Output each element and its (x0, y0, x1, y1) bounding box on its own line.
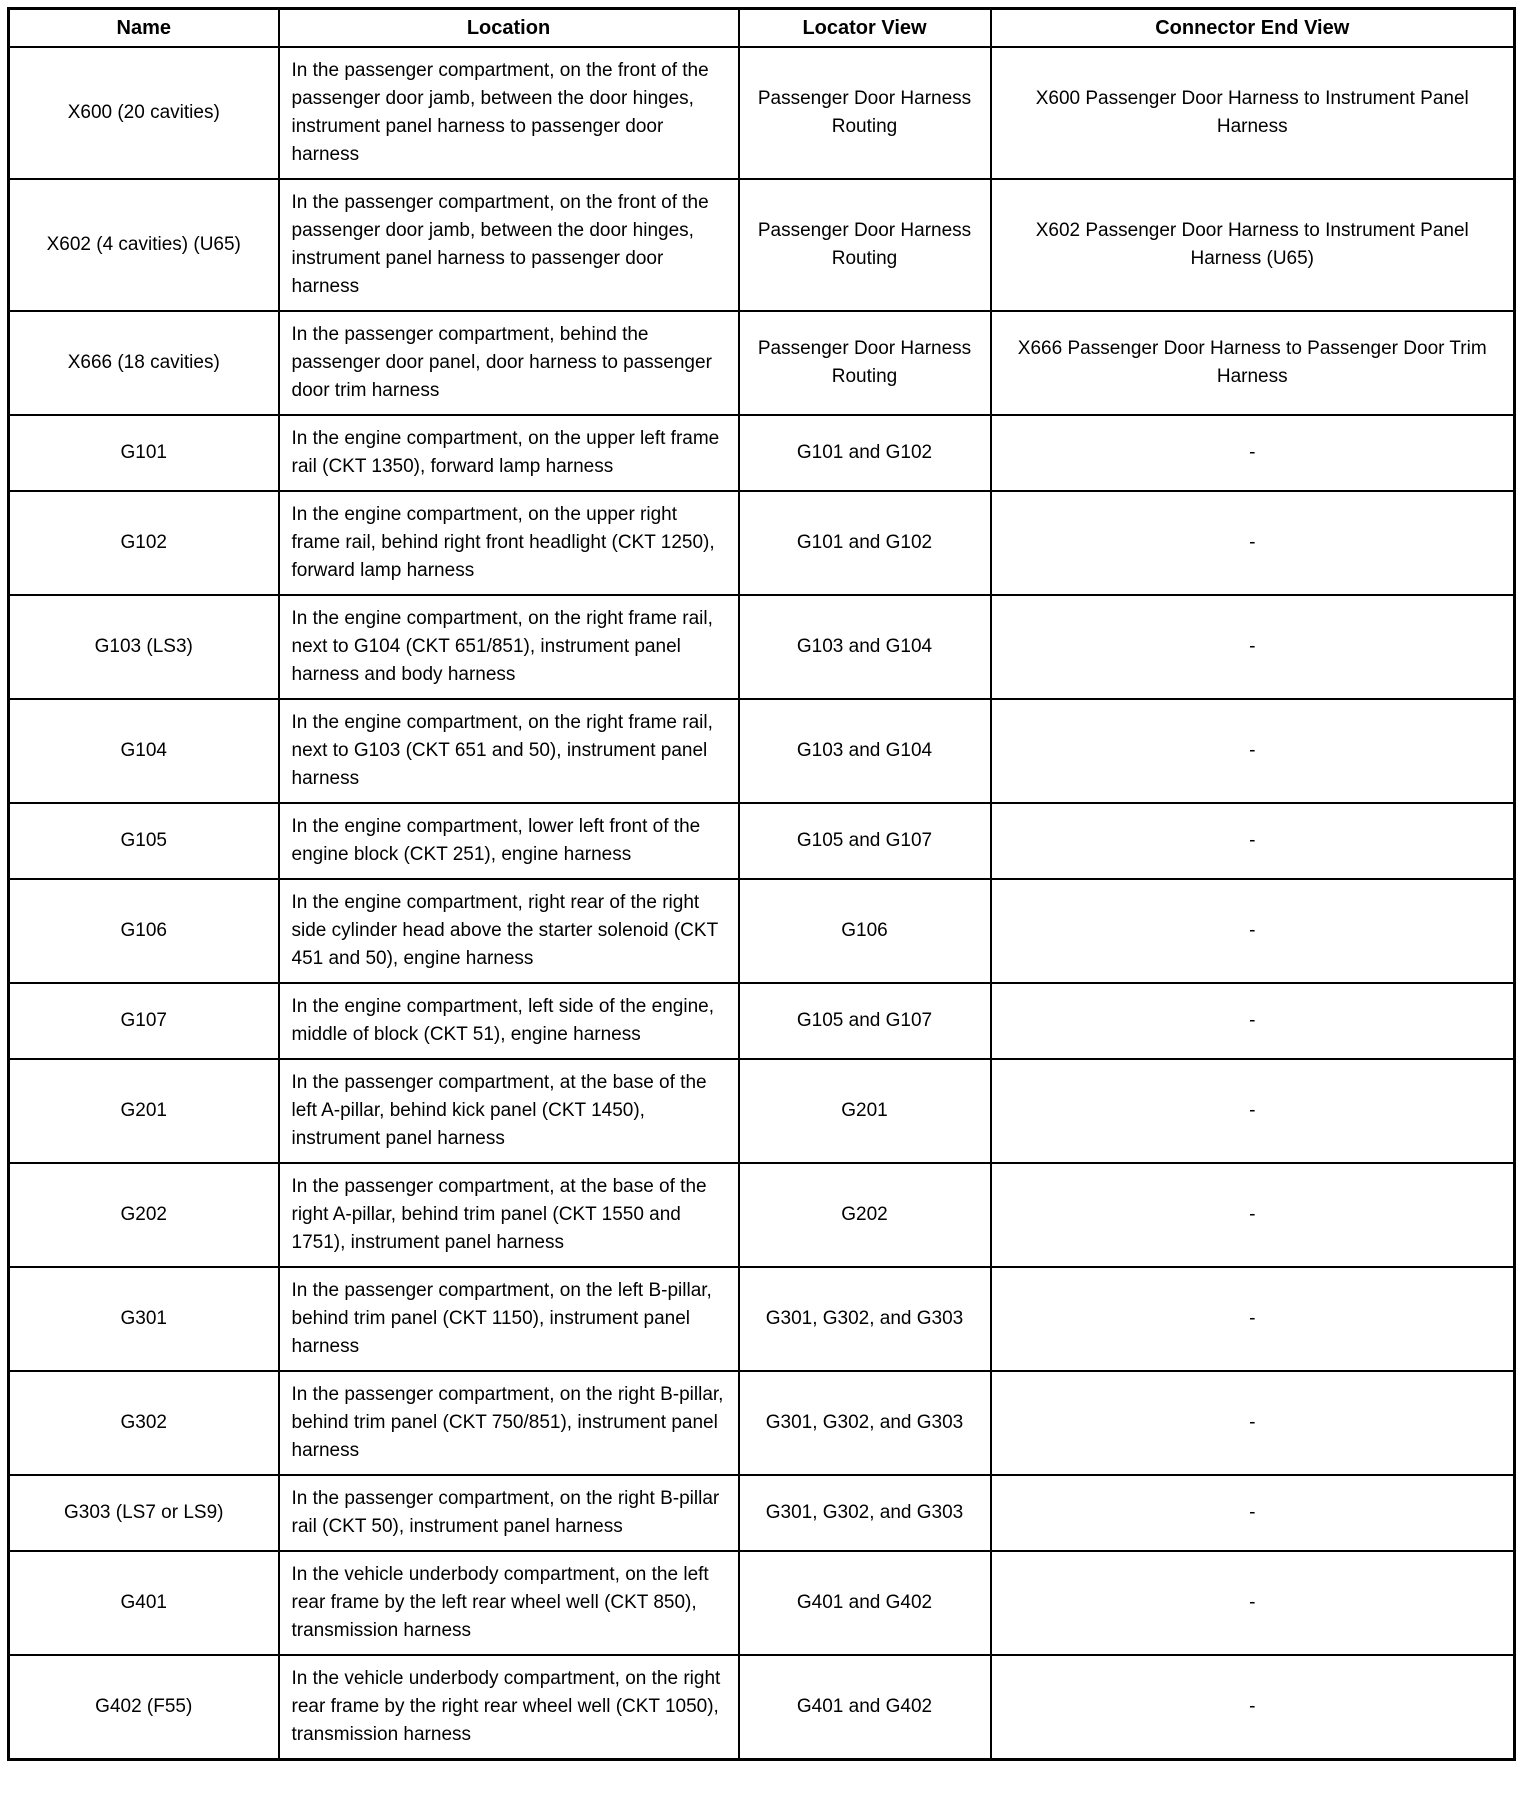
cell-locator-view: G105 and G107 (739, 983, 991, 1059)
cell-location: In the passenger compartment, on the front of the passenger door jamb, between the door hinges, instrument panel harness to passenger door harness (279, 47, 739, 179)
column-header-locator-view: Locator View (739, 9, 991, 48)
cell-locator-view: G103 and G104 (739, 699, 991, 803)
cell-locator-view: G201 (739, 1059, 991, 1163)
table-row (9, 699, 1515, 803)
table-row (9, 415, 1515, 491)
cell-locator-view: G106 (739, 879, 991, 983)
cell-connector-end-view: X602 Passenger Door Harness to Instrument Panel Harness (U65) (991, 179, 1515, 311)
table-header-row (9, 9, 1515, 48)
cell-location: In the engine compartment, on the upper right frame rail, behind right front headlight (CKT 1250), forward lamp harness (279, 491, 739, 595)
cell-location: In the passenger compartment, at the base of the left A-pillar, behind kick panel (CKT 1450), instrument panel harness (279, 1059, 739, 1163)
cell-locator-view: G105 and G107 (739, 803, 991, 879)
table-row (9, 179, 1515, 311)
table-row (9, 491, 1515, 595)
table-row (9, 47, 1515, 179)
table-row (9, 803, 1515, 879)
cell-location: In the engine compartment, on the right frame rail, next to G104 (CKT 651/851), instrument panel harness and body harness (279, 595, 739, 699)
cell-location: In the passenger compartment, on the right B-pillar, behind trim panel (CKT 750/851), instrument panel harness (279, 1371, 739, 1475)
cell-location: In the vehicle underbody compartment, on the left rear frame by the left rear wheel well (CKT 850), transmission harness (279, 1551, 739, 1655)
cell-locator-view: G301, G302, and G303 (739, 1267, 991, 1371)
cell-connector-end-view: - (991, 491, 1515, 595)
cell-locator-view: Passenger Door Harness Routing (739, 179, 991, 311)
cell-locator-view: G101 and G102 (739, 415, 991, 491)
cell-locator-view: G301, G302, and G303 (739, 1371, 991, 1475)
cell-locator-view: G202 (739, 1163, 991, 1267)
cell-locator-view: G301, G302, and G303 (739, 1475, 991, 1551)
cell-connector-end-view: - (991, 1655, 1515, 1760)
table-row (9, 311, 1515, 415)
table-row (9, 1655, 1515, 1760)
cell-locator-view: Passenger Door Harness Routing (739, 311, 991, 415)
cell-location: In the passenger compartment, on the left B-pillar, behind trim panel (CKT 1150), instrument panel harness (279, 1267, 739, 1371)
table-row (9, 1059, 1515, 1163)
table-row (9, 983, 1515, 1059)
table-row (9, 1475, 1515, 1551)
cell-location: In the engine compartment, on the right frame rail, next to G103 (CKT 651 and 50), instrument panel harness (279, 699, 739, 803)
column-header-location: Location (279, 9, 739, 48)
cell-connector-end-view: - (991, 1475, 1515, 1551)
cell-location: In the passenger compartment, behind the passenger door panel, door harness to passenger door trim harness (279, 311, 739, 415)
table-row (9, 1551, 1515, 1655)
cell-connector-end-view: X666 Passenger Door Harness to Passenger Door Trim Harness (991, 311, 1515, 415)
cell-name: G103 (LS3) (9, 595, 279, 699)
cell-name: G201 (9, 1059, 279, 1163)
cell-connector-end-view: X600 Passenger Door Harness to Instrument Panel Harness (991, 47, 1515, 179)
cell-locator-view: Passenger Door Harness Routing (739, 47, 991, 179)
cell-name: G402 (F55) (9, 1655, 279, 1760)
cell-connector-end-view: - (991, 983, 1515, 1059)
cell-name: X600 (20 cavities) (9, 47, 279, 179)
cell-connector-end-view: - (991, 595, 1515, 699)
cell-locator-view: G401 and G402 (739, 1655, 991, 1760)
column-header-name: Name (9, 9, 279, 48)
cell-locator-view: G101 and G102 (739, 491, 991, 595)
cell-location: In the engine compartment, left side of the engine, middle of block (CKT 51), engine harness (279, 983, 739, 1059)
cell-connector-end-view: - (991, 1059, 1515, 1163)
cell-location: In the passenger compartment, at the base of the right A-pillar, behind trim panel (CKT 1550 and 1751), instrument panel harness (279, 1163, 739, 1267)
cell-name: G101 (9, 415, 279, 491)
cell-location: In the passenger compartment, on the front of the passenger door jamb, between the door hinges, instrument panel harness to passenger door harness (279, 179, 739, 311)
cell-name: G303 (LS7 or LS9) (9, 1475, 279, 1551)
cell-connector-end-view: - (991, 1163, 1515, 1267)
table-row (9, 1163, 1515, 1267)
cell-location: In the engine compartment, right rear of the right side cylinder head above the starter solenoid (CKT 451 and 50), engine harness (279, 879, 739, 983)
cell-connector-end-view: - (991, 1371, 1515, 1475)
table-row (9, 595, 1515, 699)
cell-name: G102 (9, 491, 279, 595)
cell-connector-end-view: - (991, 1551, 1515, 1655)
cell-name: X666 (18 cavities) (9, 311, 279, 415)
cell-name: G104 (9, 699, 279, 803)
connector-location-table (7, 7, 1516, 1761)
column-header-connector-end-view: Connector End View (991, 9, 1515, 48)
cell-connector-end-view: - (991, 415, 1515, 491)
cell-name: G107 (9, 983, 279, 1059)
cell-location: In the passenger compartment, on the right B-pillar rail (CKT 50), instrument panel harness (279, 1475, 739, 1551)
cell-connector-end-view: - (991, 699, 1515, 803)
cell-name: G401 (9, 1551, 279, 1655)
cell-location: In the engine compartment, lower left front of the engine block (CKT 251), engine harness (279, 803, 739, 879)
cell-locator-view: G103 and G104 (739, 595, 991, 699)
cell-location: In the vehicle underbody compartment, on the right rear frame by the right rear wheel well (CKT 1050), transmission harness (279, 1655, 739, 1760)
cell-name: G301 (9, 1267, 279, 1371)
cell-name: G302 (9, 1371, 279, 1475)
table-row (9, 1267, 1515, 1371)
cell-name: X602 (4 cavities) (U65) (9, 179, 279, 311)
cell-location: In the engine compartment, on the upper left frame rail (CKT 1350), forward lamp harness (279, 415, 739, 491)
cell-connector-end-view: - (991, 803, 1515, 879)
cell-name: G106 (9, 879, 279, 983)
cell-name: G105 (9, 803, 279, 879)
cell-name: G202 (9, 1163, 279, 1267)
cell-connector-end-view: - (991, 879, 1515, 983)
table-row (9, 879, 1515, 983)
cell-connector-end-view: - (991, 1267, 1515, 1371)
cell-locator-view: G401 and G402 (739, 1551, 991, 1655)
table-row (9, 1371, 1515, 1475)
